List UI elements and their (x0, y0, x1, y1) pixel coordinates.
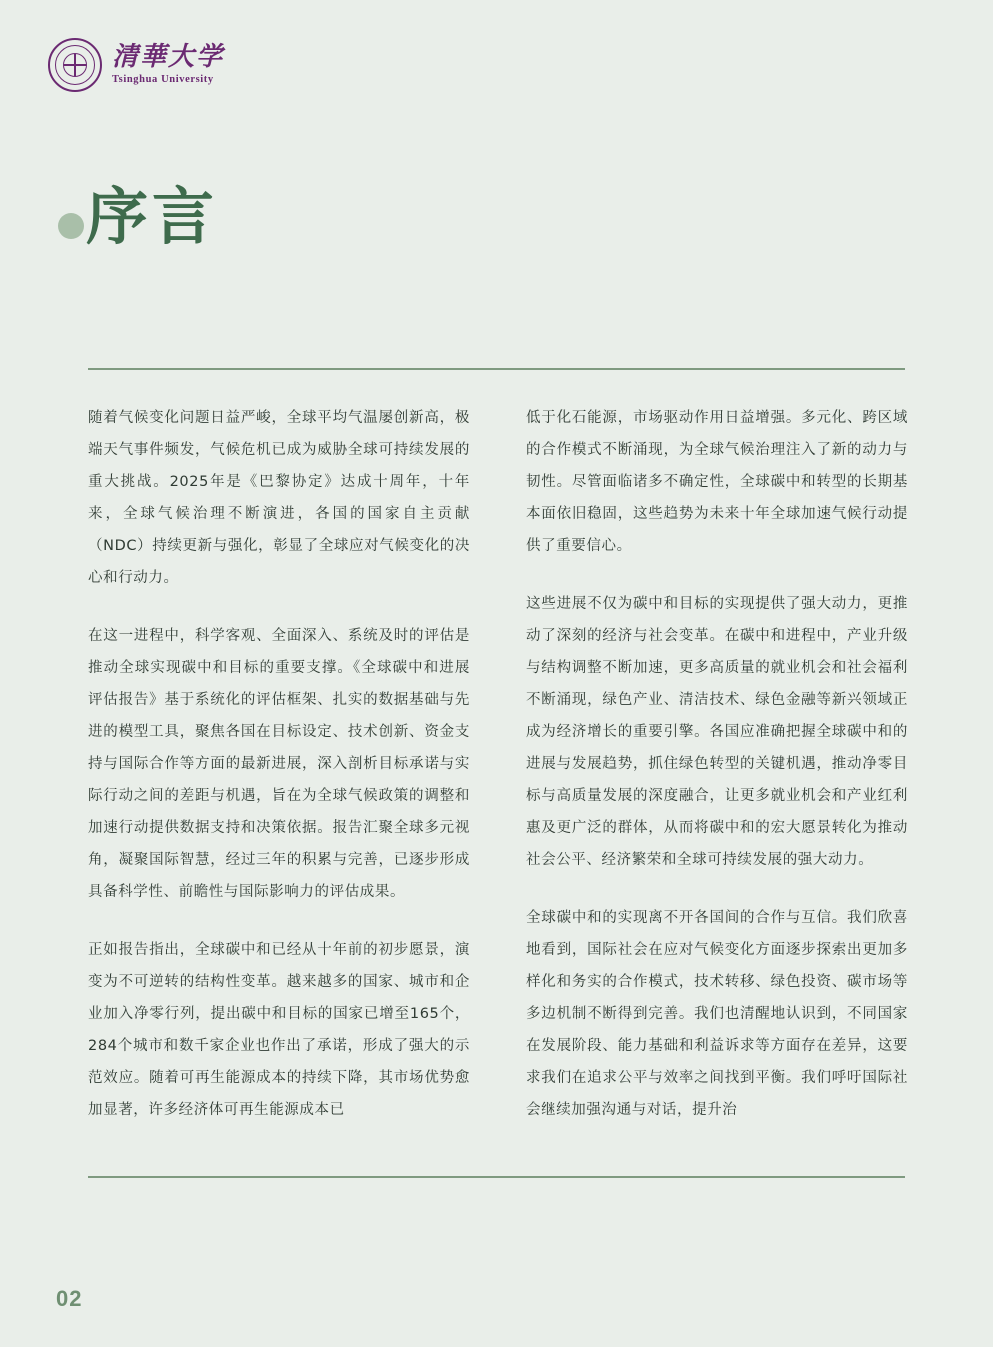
logo-text-block (112, 44, 224, 86)
paragraph: 在这一进程中，科学客观、全面深入、系统及时的评估是推动全球实现碳中和目标的重要支撑。《全球碳中和进展评估报告》基于系统化的评估框架、扎实的数据基础与先进的模型工具，聚焦各国在目标设定、技术创新、资金支持与国际合作等方面的最新进展，深入剖析目标承诺与实际行动之间的差距与机遇，旨在为全球气候政策的调整和加速行动提供数据支持和决策依据。报告汇聚全球多元视角，凝聚国际智慧，经过三年的积累与完善，已逐步形成具备科学性、前瞻性与国际影响力的评估成果。 (88, 628, 470, 900)
tsinghua-seal-icon (48, 38, 102, 92)
logo-chinese-name: 清華大学 (112, 42, 225, 73)
paragraph: 这些进展不仅为碳中和目标的实现提供了强大动力，更推动了深刻的经济与社会变革。在碳中和进程中，产业升级与结构调整不断加速，更多高质量的就业机会和社会福利不断涌现，绿色产业、清洁技术、绿色金融等新兴领域正成为经济增长的重要引擎。各国应准确把握全球碳中和的进展与发展趋势，抓住绿色转型的关键机遇，推动净零目标与高质量发展的深度融合，让更多就业机会和产业红利惠及更广泛的群体，从而将碳中和的宏大愿景转化为推动社会公平、经济繁荣和全球可持续发展的强大动力。 (526, 596, 908, 868)
body-columns (88, 402, 908, 1126)
top-divider (88, 368, 905, 370)
logo-english-name: Tsinghua University (112, 74, 214, 86)
paragraph: 全球碳中和的实现离不开各国间的合作与互信。我们欣喜地看到，国际社会在应对气候变化方面逐步探索出更加多样化和务实的合作模式，技术转移、绿色投资、碳市场等多边机制不断得到完善。我们也清醒地认识到，不同国家在发展阶段、能力基础和利益诉求等方面存在差异，这要求我们在追求公平与效率之间找到平衡。我们呼吁国际社会继续加强沟通与对话，提升治 (526, 910, 908, 1118)
bottom-divider (88, 1176, 905, 1178)
university-logo (48, 38, 224, 92)
paragraph: 随着气候变化问题日益严峻，全球平均气温屡创新高，极端天气事件频发，气候危机已成为威胁全球可持续发展的重大挑战。2025年是《巴黎协定》达成十周年，十年来，全球气候治理不断演进，各国的国家自主贡献（NDC）持续更新与强化，彰显了全球应对气候变化的决心和行动力。 (88, 410, 470, 586)
page-title-text: 序言 (86, 180, 219, 253)
paragraph: 低于化石能源，市场驱动作用日益增强。多元化、跨区域的合作模式不断涌现，为全球气候治理注入了新的动力与韧性。尽管面临诸多不确定性，全球碳中和转型的长期基本面依旧稳固，这些趋势为未来十年全球加速气候行动提供了重要信心。 (526, 410, 908, 554)
page-title (58, 180, 219, 253)
right-column (526, 402, 908, 1126)
title-bullet-icon (58, 213, 84, 239)
paragraph: 正如报告指出，全球碳中和已经从十年前的初步愿景，演变为不可逆转的结构性变革。越来越多的国家、城市和企业加入净零行列，提出碳中和目标的国家已增至165个，284个城市和数千家企业也作出了承诺，形成了强大的示范效应。随着可再生能源成本的持续下降，其市场优势愈加显著，许多经济体可再生能源成本已 (88, 942, 470, 1118)
page-number: 02 (56, 1286, 83, 1311)
left-column (88, 402, 470, 1126)
